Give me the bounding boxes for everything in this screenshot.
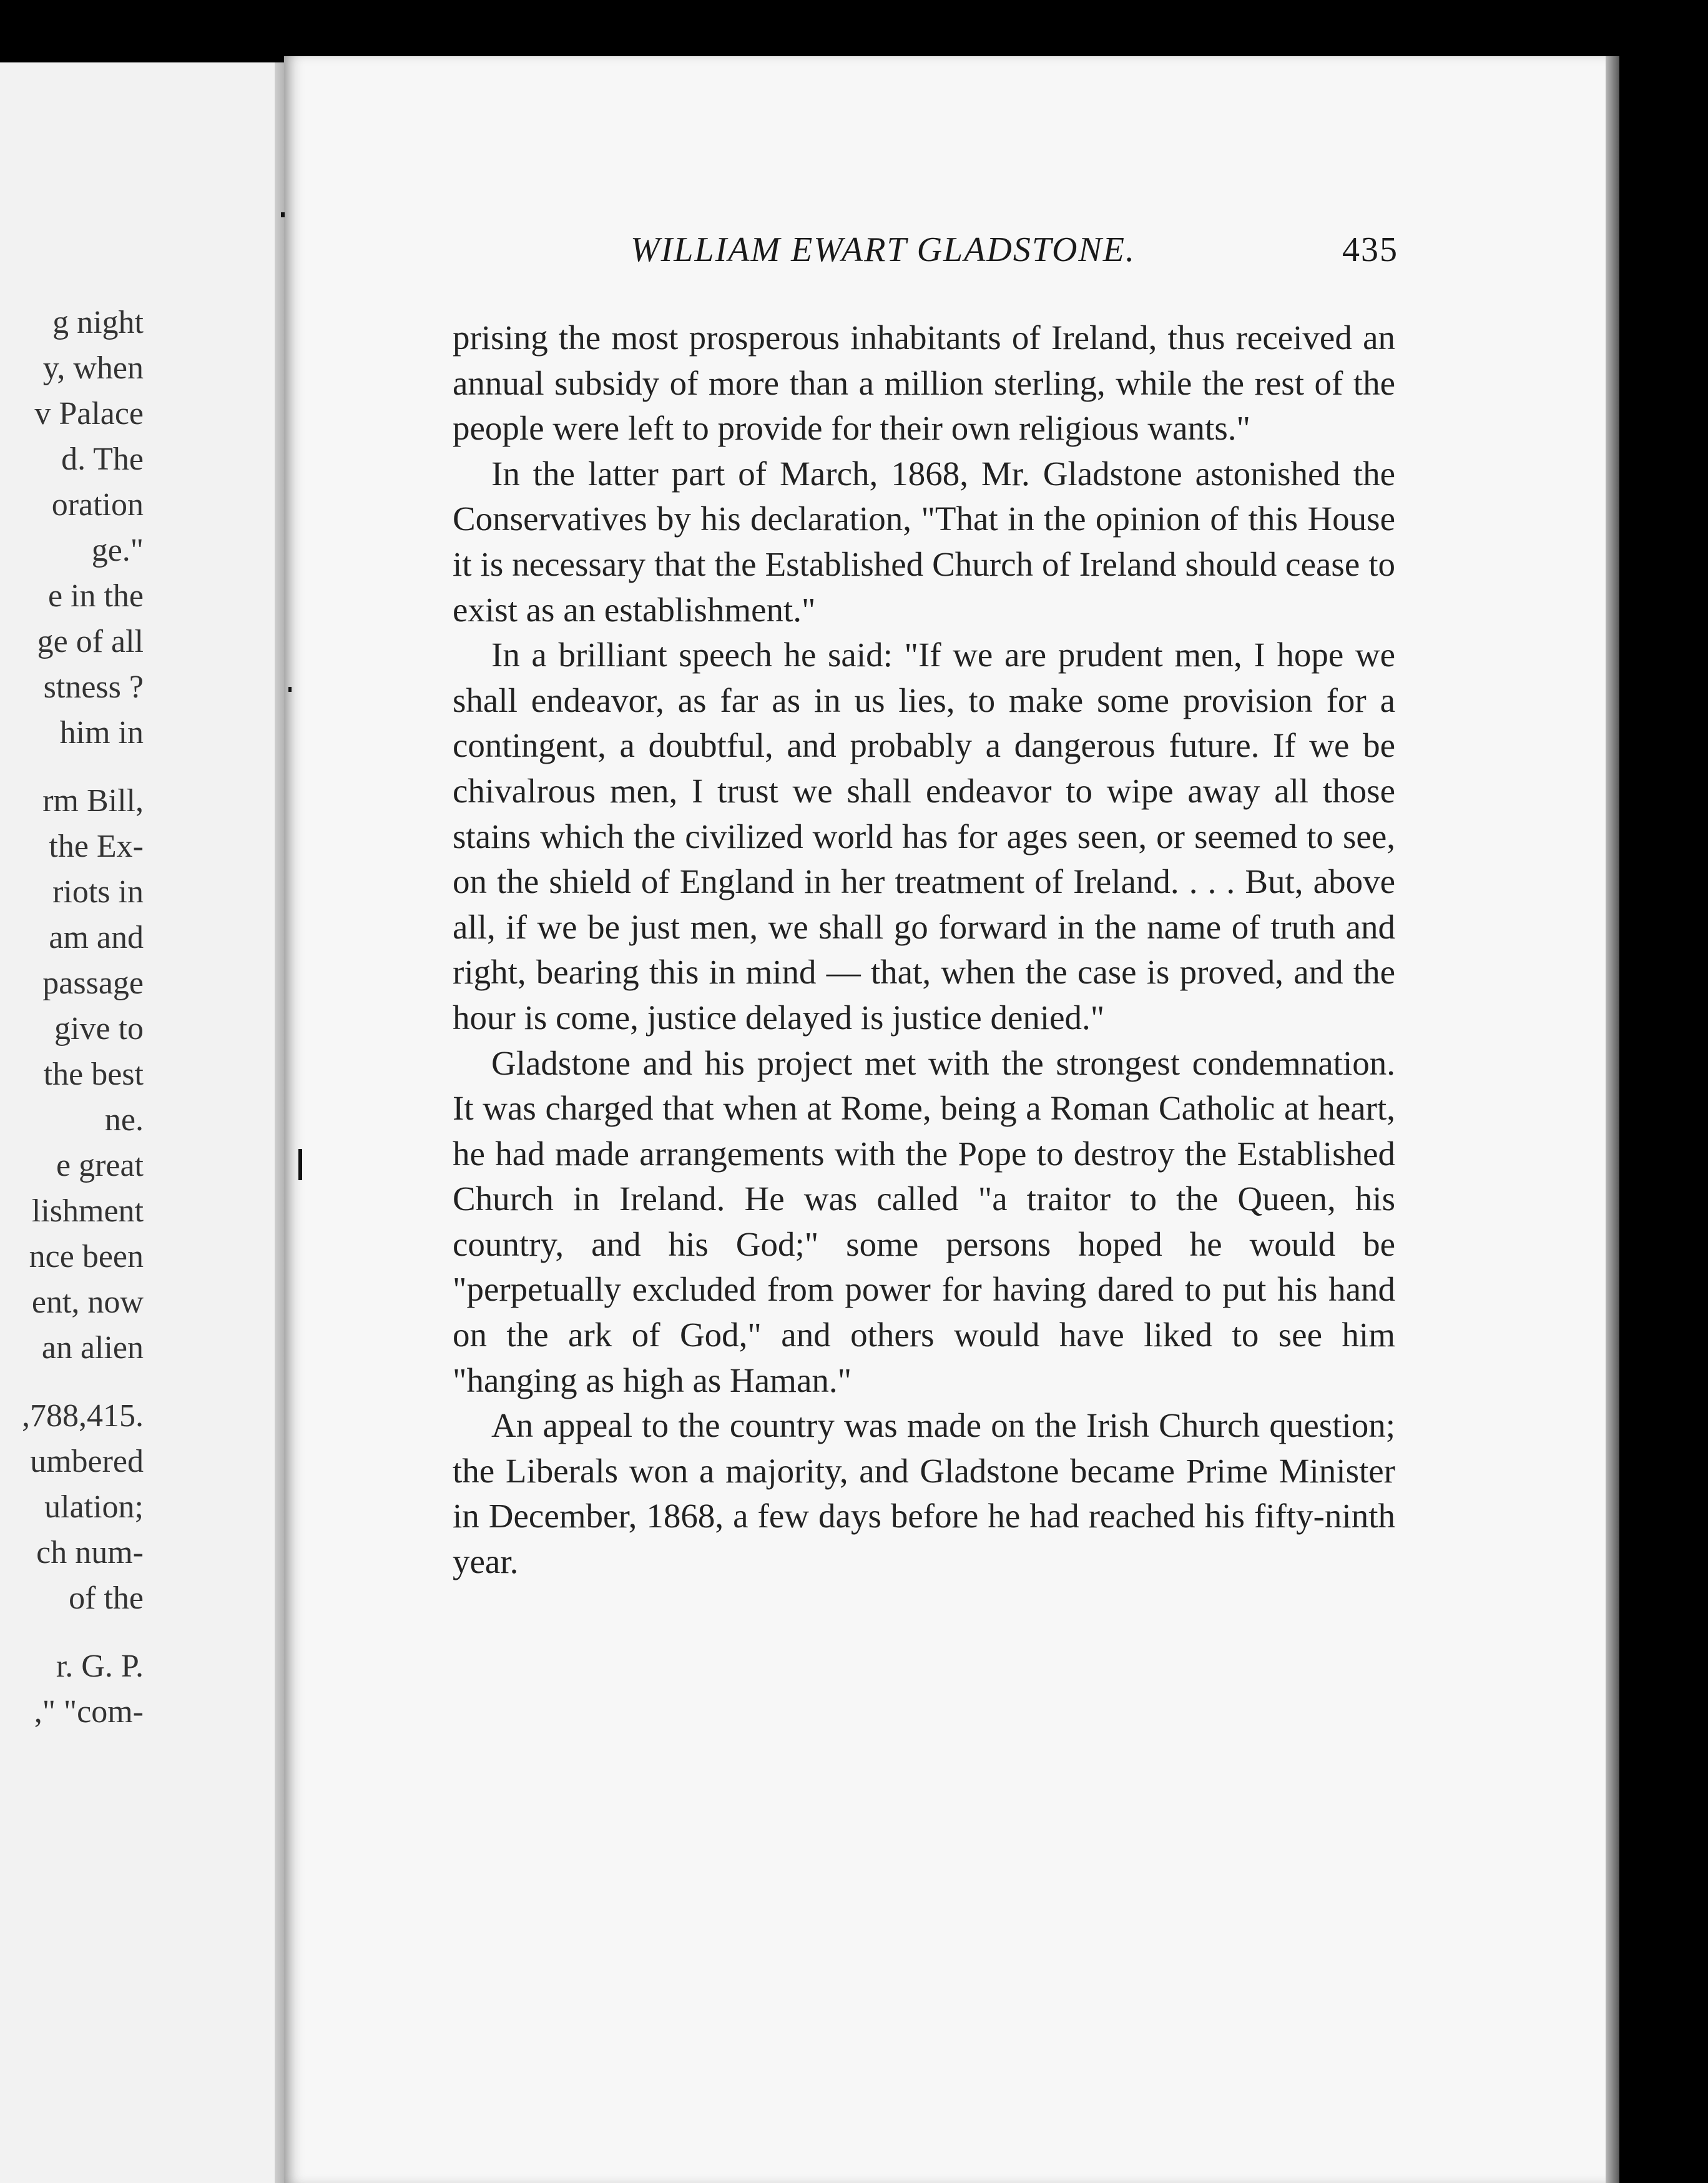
left-line: ulation; [44, 1489, 144, 1525]
left-line: ,788,415. [22, 1398, 144, 1434]
left-line: g night [52, 305, 144, 340]
left-line: nce been [29, 1239, 144, 1274]
paragraph: Gladstone and his project met with the strongest condemnation. It was charged that when at Rome, being a Roman Catholic at heart, he had made arrangements with the Pope to destroy the Established Church in Ireland. He was called "a traitor to the Queen, his country, and his God;" some persons hoped he would be "perpetually excluded from power for having dared to put his hand on the ark of God," and others would have liked to see him "hanging as high as Haman." [453, 1043, 1395, 1399]
left-line-gap [0, 1621, 144, 1643]
scan-mark [288, 687, 292, 692]
left-line: ge of all [37, 624, 144, 659]
left-line: the Ex- [49, 829, 144, 864]
left-line: v Palace [34, 396, 144, 431]
running-title: WILLIAM EWART GLADSTONE. [631, 230, 1136, 269]
page-header [631, 230, 1398, 270]
body-text [453, 315, 1395, 1585]
left-line: y, when [42, 350, 144, 386]
paragraph: An appeal to the country was made on the Irish Church question; the Liberals won a majority, and Gladstone became Prime Minister in December, 1868, a few days before he had reached his fifty-ninth year. [453, 1406, 1395, 1581]
left-line: d. The [61, 441, 144, 477]
paragraph: prising the most prosperous inhabitants of Ireland, thus received an annual subsidy of more than a million sterling, while the rest of the people were left to provide for their own religious wants." [453, 318, 1395, 448]
scan-mark [281, 212, 285, 217]
left-line: ent, now [31, 1284, 144, 1320]
left-line: lishment [31, 1193, 144, 1229]
left-line: give to [54, 1011, 144, 1047]
left-line: ," "com- [34, 1694, 144, 1730]
left-line: of the [69, 1580, 144, 1616]
left-line: ge." [91, 533, 144, 568]
scan-mark [298, 1149, 302, 1180]
left-line: stness ? [43, 669, 144, 705]
paragraph: In a brilliant speech he said: "If we are prudent men, I hope we shall endeavor, as far as in us lies, to make some provision for a contingent, a doubtful, and probably a dangerous future. If we be chivalrous men, I trust we shall endeavor to wipe away all those stains which the civilized world has for ages seen, or seemed to see, on the shield of England in her treatment of Ireland. . . . But, above all, if we be just men, we shall go forward in the name of truth and right, bearing this in mind — that, when the case is proved, and the hour is come, justice delayed is justice denied." [453, 636, 1395, 1037]
left-line: am and [49, 920, 144, 955]
left-page-text [0, 300, 144, 1735]
left-line: passage [42, 965, 144, 1001]
left-line: riots in [52, 874, 144, 910]
left-line: oration [51, 487, 144, 523]
left-line-gap [0, 756, 144, 778]
left-line: umbered [30, 1444, 144, 1479]
left-line: r. G. P. [56, 1648, 144, 1684]
left-line: ne. [104, 1102, 144, 1138]
left-line: him in [59, 715, 144, 751]
left-line: e in the [47, 578, 144, 614]
right-page-edge [1606, 56, 1619, 2183]
paragraph: In the latter part of March, 1868, Mr. Gladstone astonished the Conservatives by his declaration, "That in the opinion of this House it is necessary that the Established Church of Ireland should cease to exist as an establishment." [453, 454, 1395, 629]
left-line: e great [56, 1148, 144, 1183]
left-line-gap [0, 1371, 144, 1393]
left-line: an alien [41, 1330, 144, 1366]
page-number: 435 [1342, 230, 1398, 269]
left-line: ch num- [36, 1535, 144, 1570]
left-line: the best [43, 1057, 144, 1092]
left-line: rm Bill, [42, 783, 144, 819]
